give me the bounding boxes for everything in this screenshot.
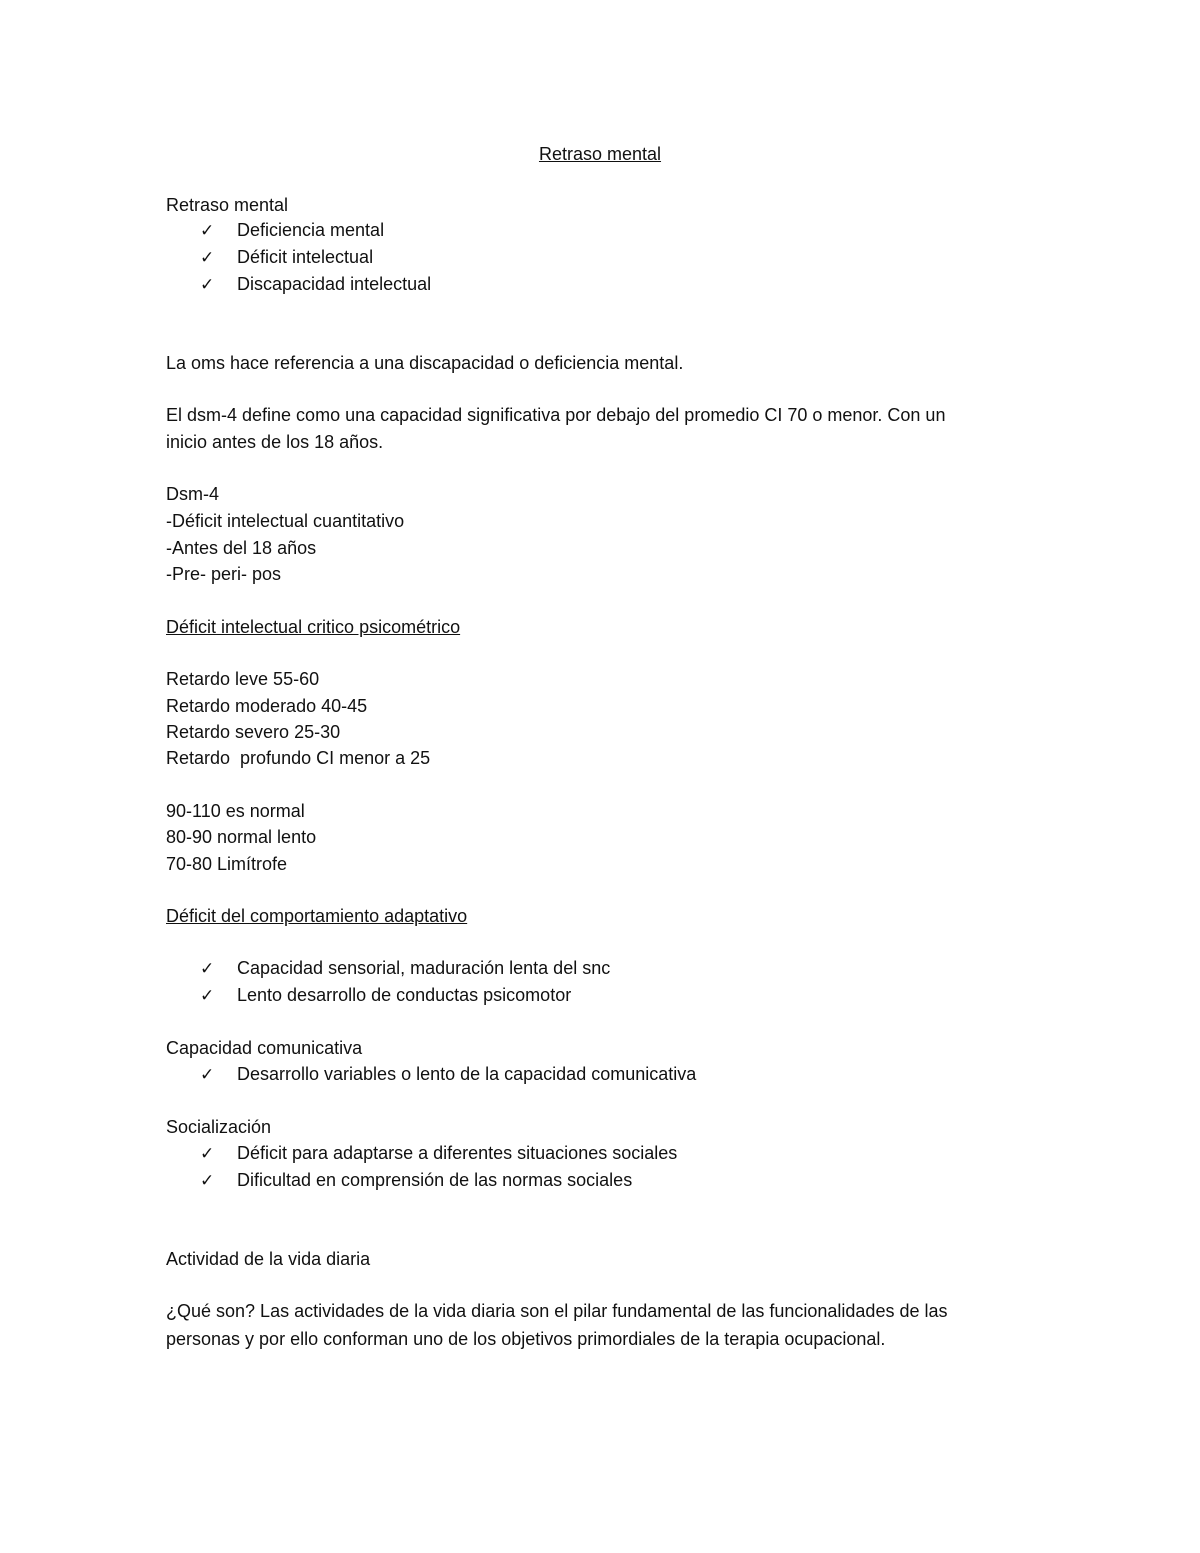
list-item: ✓ Lento desarrollo de conductas psicomotor <box>200 985 572 1006</box>
section-heading-comunicativa: Capacidad comunicativa <box>166 1038 363 1058</box>
paragraph-oms: La oms hace referencia a una discapacidad o deficiencia mental. <box>166 353 684 373</box>
checkmark-icon: ✓ <box>200 1065 215 1085</box>
list-item: ✓ Capacidad sensorial, maduración lenta del snc <box>200 958 611 979</box>
section-heading-socializacion: Socialización <box>166 1117 272 1137</box>
section-heading-adaptativo: Déficit del comportamiento adaptativo <box>166 906 468 926</box>
checkmark-icon: ✓ <box>200 248 215 268</box>
list-item: ✓ Dificultad en comprensión de las normas sociales <box>200 1170 633 1191</box>
list-item: Retardo severo 25-30 <box>166 722 341 742</box>
list-item: -Pre- peri- pos <box>166 564 282 584</box>
section-heading-avd: Actividad de la vida diaria <box>166 1249 371 1269</box>
checkmark-icon: ✓ <box>200 959 215 979</box>
list-item: 80-90 normal lento <box>166 827 317 847</box>
list-item: 70-80 Limítrofe <box>166 854 288 874</box>
checkmark-icon: ✓ <box>200 986 215 1006</box>
paragraph-avd-line1: ¿Qué son? Las actividades de la vida diaria son el pilar fundamental de las funcionalidades de las <box>166 1301 948 1321</box>
list-item: Retardo leve 55-60 <box>166 669 320 689</box>
list-item: ✓ Déficit para adaptarse a diferentes situaciones sociales <box>200 1143 678 1164</box>
checkmark-icon: ✓ <box>200 221 215 241</box>
section-heading-retraso: Retraso mental <box>166 195 289 215</box>
list-item: -Déficit intelectual cuantitativo <box>166 511 405 531</box>
paragraph-dsm-line2: inicio antes de los 18 años. <box>166 432 384 452</box>
list-item: Retardo profundo CI menor a 25 <box>166 748 431 768</box>
checkmark-icon: ✓ <box>200 275 215 295</box>
list-item: -Antes del 18 años <box>166 538 317 558</box>
list-item: ✓ Deficiencia mental <box>200 220 385 241</box>
checkmark-icon: ✓ <box>200 1144 215 1164</box>
paragraph-avd-line2: personas y por ello conforman uno de los objetivos primordiales de la terapia ocupacional. <box>166 1329 886 1349</box>
list-item: ✓ Déficit intelectual <box>200 247 374 268</box>
list-item: ✓ Desarrollo variables o lento de la capacidad comunicativa <box>200 1064 697 1085</box>
page-title: Retraso mental <box>538 144 662 164</box>
checkmark-icon: ✓ <box>200 1171 215 1191</box>
list-item: ✓ Discapacidad intelectual <box>200 274 432 295</box>
section-heading-dsm: Dsm-4 <box>166 484 219 504</box>
paragraph-dsm-line1: El dsm-4 define como una capacidad significativa por debajo del promedio CI 70 o menor. Con un <box>166 405 946 425</box>
section-heading-psicometrico: Déficit intelectual critico psicométrico <box>166 617 461 637</box>
list-item: 90-110 es normal <box>166 801 305 821</box>
list-item: Retardo moderado 40-45 <box>166 696 368 716</box>
